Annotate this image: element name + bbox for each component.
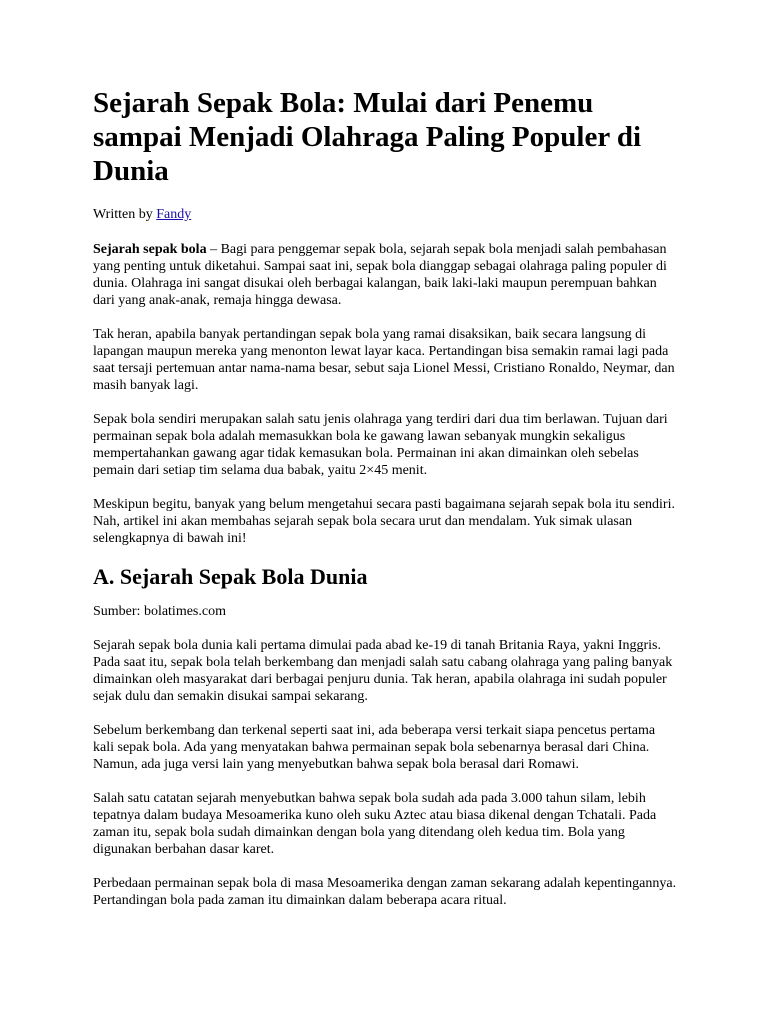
article-title: Sejarah Sepak Bola: Mulai dari Penemu sampai Menjadi Olahraga Paling Populer di Dunia	[93, 87, 642, 187]
author-link[interactable]: Fandy	[156, 207, 192, 222]
byline	[93, 206, 678, 223]
intro-text: – Bagi para penggemar sepak bola, sejarah sepak bola menjadi salah pembahasan yang penting untuk diketahui. Sampai saat ini, sepak bola dianggap sebagai olahraga paling populer di dunia. Olahraga ini sangat disukai oleh berbagai kalangan, baik laki-laki maupun perempuan bahkan dari yang anak-anak, remaja hingga dewasa.	[93, 242, 667, 308]
section-heading: A. Sejarah Sepak Bola Dunia	[93, 564, 368, 589]
body-paragraph: Meskipun begitu, banyak yang belum mengetahui secara pasti bagaimana sejarah sepak bola itu sendiri. Nah, artikel ini akan membahas sejarah sepak bola secara urut dan mendalam. Yuk simak ulasan selengkapnya di bawah ini!	[93, 497, 675, 546]
section-paragraph: Salah satu catatan sejarah menyebutkan bahwa sepak bola sudah ada pada 3.000 tahun silam, lebih tepatnya dalam budaya Mesoamerika kuno oleh suku Aztec atau biasa dikenal dengan Tchatali. Pada zaman itu, sepak bola sudah dimainkan dengan bola yang ditendang oleh kedua tim. Bola yang digunakan berbahan dasar karet.	[93, 791, 657, 857]
intro-bold-term: Sejarah sepak bola	[93, 242, 207, 257]
byline-prefix: Written by	[93, 207, 157, 222]
section-paragraph: Sebelum berkembang dan terkenal seperti saat ini, ada beberapa versi terkait siapa pencetus pertama kali sepak bola. Ada yang menyatakan bahwa permainan sepak bola sebenarnya berasal dari China. Namun, ada juga versi lain yang menyebutkan bahwa sepak bola berasal dari Romawi.	[93, 723, 656, 772]
intro-paragraph	[93, 241, 678, 309]
section-paragraph: Sejarah sepak bola dunia kali pertama dimulai pada abad ke-19 di tanah Britania Raya, yakni Inggris. Pada saat itu, sepak bola telah berkembang dan menjadi salah satu cabang olahraga yang paling banyak dimainkan oleh masyarakat dari berbagai penjuru dunia. Tak heran, apabila olahraga ini sudah populer sejak dulu dan semakin disukai sampai sekarang.	[93, 638, 673, 704]
section-paragraph: Perbedaan permainan sepak bola di masa Mesoamerika dengan zaman sekarang adalah kepentingannya. Pertandingan bola pada zaman itu dimainkan dalam beberapa acara ritual.	[93, 876, 677, 908]
image-source-caption: Sumber: bolatimes.com	[93, 604, 226, 619]
body-paragraph: Sepak bola sendiri merupakan salah satu jenis olahraga yang terdiri dari dua tim berlawan. Tujuan dari permainan sepak bola adalah memasukkan bola ke gawang lawan sebanyak mungkin sekaligus mempertahankan gawang agar tidak kemasukan bola. Permainan ini akan dimainkan oleh sebelas pemain dari setiap tim selama dua babak, yaitu 2×45 menit.	[93, 412, 668, 478]
body-paragraph: Tak heran, apabila banyak pertandingan sepak bola yang ramai disaksikan, baik secara langsung di lapangan maupun mereka yang menonton lewat layar kaca. Pertandingan bisa semakin ramai lagi pada saat tersaji pertemuan antar nama-nama besar, sebut saja Lionel Messi, Cristiano Ronaldo, Neymar, dan masih banyak lagi.	[93, 327, 675, 393]
